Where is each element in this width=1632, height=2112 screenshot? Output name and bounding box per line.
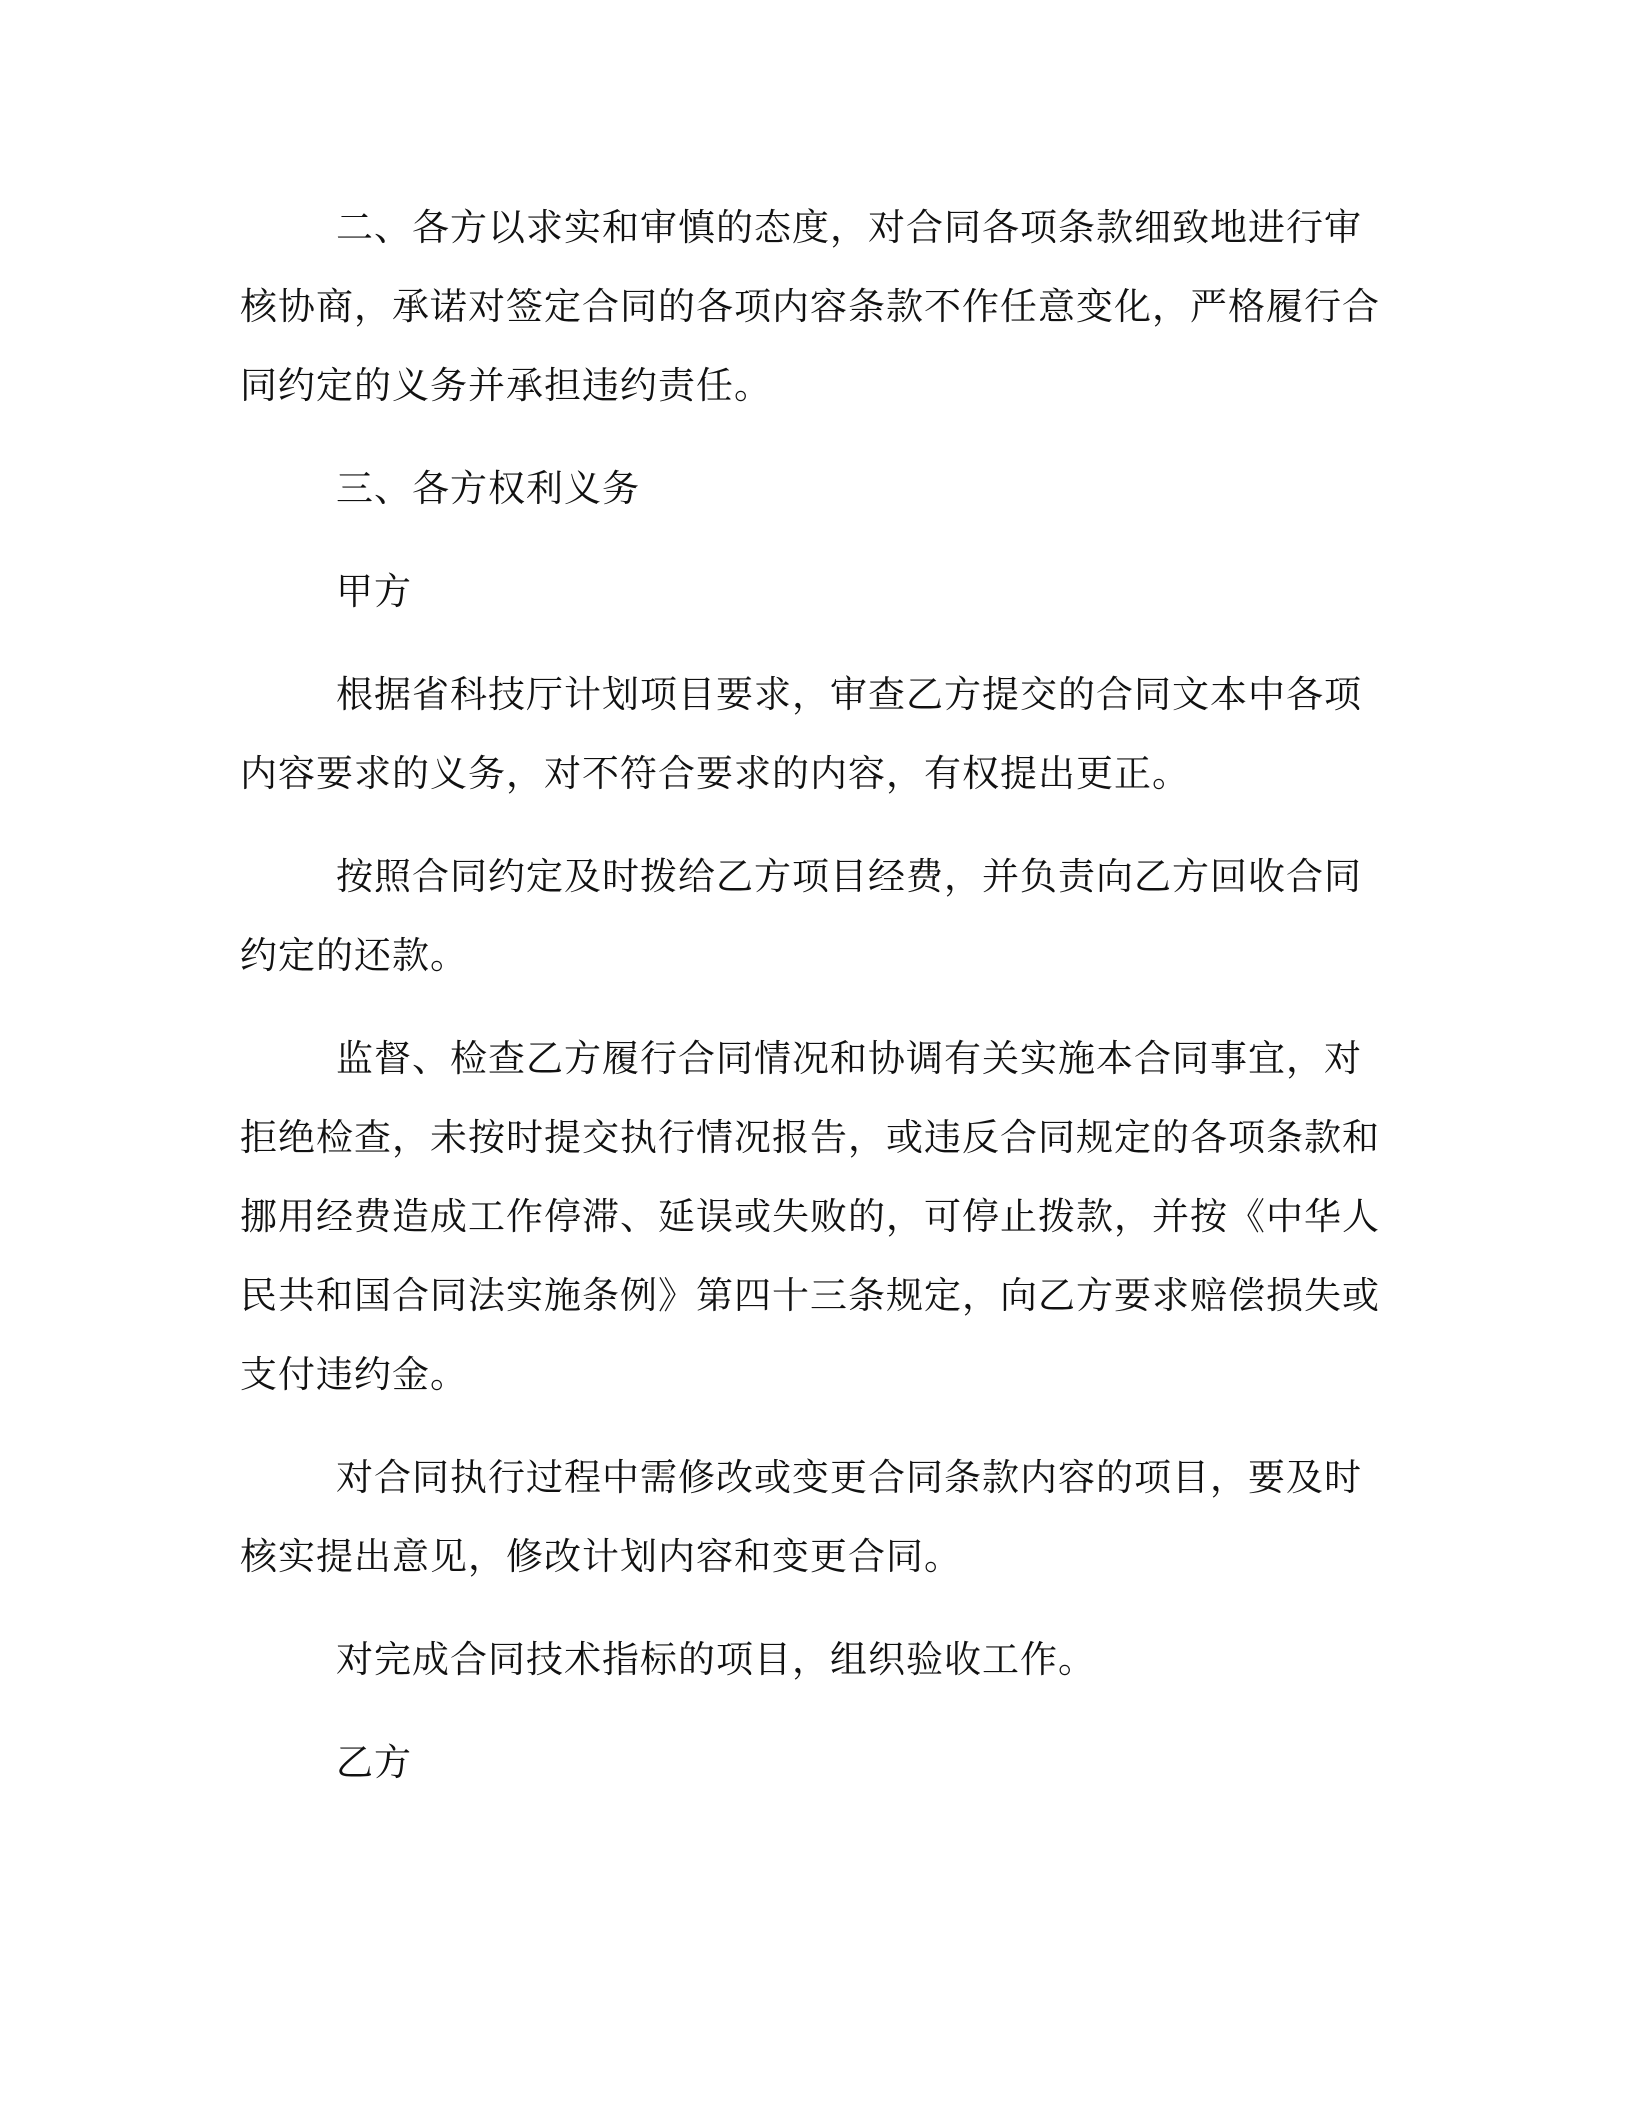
document-body — [240, 188, 1390, 1802]
heading-party-a: 甲方 — [336, 570, 412, 613]
paragraph-party-a-review: 根据省科技厅计划项目要求，审查乙方提交的合同文本中各项内容要求的义务，对不符合要求的内容，有权提出更正。 — [240, 673, 1362, 795]
heading-party-b: 乙方 — [336, 1741, 412, 1784]
paragraph-party-a-supervision: 监督、检查乙方履行合同情况和协调有关实施本合同事宜，对拒绝检查，未按时提交执行情况报告，或违反合同规定的各项条款和挪用经费造成工作停滞、延误或失败的，可停止拨款，并按《中华人民共和国合同法实施条例》第四十三条规定，向乙方要求赔偿损失或支付违约金。 — [240, 1037, 1380, 1396]
heading-section-three: 三、各方权利义务 — [336, 467, 640, 510]
paragraph-section-two: 二、各方以求实和审慎的态度，对合同各项条款细致地进行审核协商，承诺对签定合同的各项内容条款不作任意变化，严格履行合同约定的义务并承担违约责任。 — [240, 206, 1380, 407]
paragraph-party-a-acceptance: 对完成合同技术指标的项目，组织验收工作。 — [336, 1638, 1096, 1681]
paragraph-party-a-funding: 按照合同约定及时拨给乙方项目经费，并负责向乙方回收合同约定的还款。 — [240, 855, 1362, 977]
paragraph-party-a-modification: 对合同执行过程中需修改或变更合同条款内容的项目，要及时核实提出意见，修改计划内容和变更合同。 — [240, 1456, 1362, 1578]
